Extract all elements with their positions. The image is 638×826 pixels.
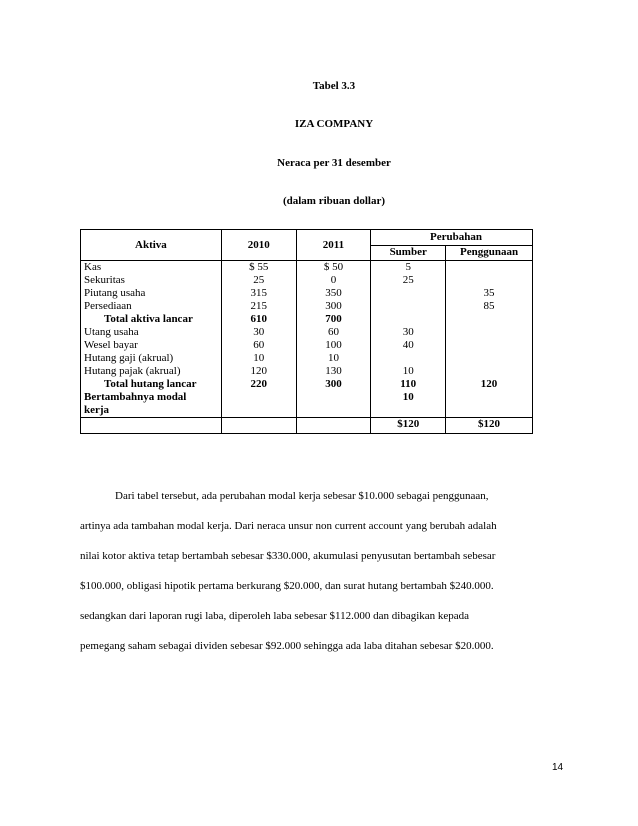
paragraph-line: sedangkan dari laporan rugi laba, diperoleh laba sebesar $112.000 dan dibagikan kepada xyxy=(80,610,470,622)
value-sumber: 10 xyxy=(402,365,414,377)
row-label-total: Bertambahnya modal xyxy=(84,391,187,403)
value-2010: $ 55 xyxy=(249,261,269,273)
value-penggunaan xyxy=(449,352,529,365)
value-penggunaan xyxy=(449,274,529,287)
header-2011: 2011 xyxy=(296,230,371,261)
row-label: Kas xyxy=(84,261,102,273)
row-label: Hutang gaji (akrual) xyxy=(84,352,174,364)
value-2010 xyxy=(225,391,293,404)
value-sumber: 10 xyxy=(402,391,414,403)
row-label: Wesel bayar xyxy=(84,339,138,351)
value-2010 xyxy=(225,404,293,417)
value-2010: 120 xyxy=(250,365,267,377)
header-aktiva: Aktiva xyxy=(81,230,222,261)
value-sumber: 30 xyxy=(402,326,414,338)
column-penggunaan xyxy=(446,261,533,418)
row-label-total: Total aktiva lancar xyxy=(104,313,193,325)
value-sumber: 25 xyxy=(402,274,414,286)
value-penggunaan xyxy=(449,326,529,339)
paragraph-line: nilai kotor aktiva tetap bertambah sebesar $330.000, akumulasi penyusutan bertambah sebesar xyxy=(80,550,496,562)
page-number: 14 xyxy=(552,762,564,773)
totals-empty xyxy=(221,418,296,434)
totals-row xyxy=(81,418,533,434)
value-penggunaan: 35 xyxy=(483,287,495,299)
header-penggunaan: Penggunaan xyxy=(446,245,533,261)
value-2011: 350 xyxy=(325,287,342,299)
value-penggunaan xyxy=(449,313,529,326)
statement-title: Neraca per 31 desember xyxy=(277,157,391,169)
value-sumber xyxy=(374,313,442,326)
value-penggunaan xyxy=(449,391,529,404)
value-sumber: 5 xyxy=(405,261,411,273)
company-name: IZA COMPANY xyxy=(294,118,374,130)
value-2010: 30 xyxy=(253,326,265,338)
value-sumber: 40 xyxy=(402,339,414,351)
value-2010: 10 xyxy=(253,352,265,364)
value-sumber xyxy=(374,300,442,313)
paragraph-line: Dari tabel tersebut, ada perubahan modal kerja sebesar $10.000 sebagai penggunaan, xyxy=(115,490,489,502)
header-2010: 2010 xyxy=(221,230,296,261)
value-penggunaan: 120 xyxy=(480,378,498,390)
value-2011: 0 xyxy=(330,274,337,286)
value-2010: 215 xyxy=(250,300,267,312)
value-sumber xyxy=(374,287,442,300)
value-2011: 10 xyxy=(327,352,339,364)
value-2010: 610 xyxy=(250,313,267,325)
total-sumber: $120 xyxy=(371,418,446,434)
value-penggunaan xyxy=(449,404,529,417)
row-label-total: Total hutang lancar xyxy=(104,378,197,390)
row-label: Piutang usaha xyxy=(84,287,146,299)
table-number: Tabel 3.3 xyxy=(312,80,356,92)
value-sumber xyxy=(374,352,442,365)
totals-empty xyxy=(296,418,371,434)
value-2011: 100 xyxy=(325,339,342,351)
total-penggunaan: $120 xyxy=(446,418,533,434)
totals-empty xyxy=(81,418,222,434)
value-2010: 220 xyxy=(250,378,267,390)
header-perubahan: Perubahan xyxy=(371,230,533,246)
column-sumber xyxy=(371,261,446,418)
paragraph-line: pemegang saham sebagai dividen sebesar $92.000 sehingga ada laba ditahan sebesar $20.000. xyxy=(80,640,494,652)
value-2011: 130 xyxy=(325,365,342,377)
row-label: Sekuritas xyxy=(84,274,125,286)
row-label: Hutang pajak (akrual) xyxy=(84,365,181,377)
value-2011 xyxy=(300,404,368,417)
value-penggunaan: 85 xyxy=(483,300,495,312)
value-2010: 25 xyxy=(253,274,265,286)
value-sumber: 110 xyxy=(400,378,417,390)
value-2011 xyxy=(300,391,368,404)
header-sumber: Sumber xyxy=(371,245,446,261)
value-sumber xyxy=(374,404,442,417)
paragraph-line: $100.000, obligasi hipotik pertama berkurang $20.000, dan surat hutang bertambah $240.000. xyxy=(80,580,494,592)
value-penggunaan xyxy=(449,339,529,352)
label-column xyxy=(81,261,222,418)
row-label: Persediaan xyxy=(84,300,132,312)
row-label-total: kerja xyxy=(84,404,110,416)
value-2011: $ 50 xyxy=(323,261,344,273)
value-2011: 300 xyxy=(325,378,342,390)
value-2011: 700 xyxy=(325,313,342,325)
value-2011: 60 xyxy=(327,326,339,338)
balance-sheet-table xyxy=(80,229,533,434)
row-label: Utang usaha xyxy=(84,326,139,338)
column-2011 xyxy=(296,261,371,418)
paragraph-line: artinya ada tambahan modal kerja. Dari neraca unsur non current account yang berubah adalah xyxy=(80,520,497,532)
value-penggunaan xyxy=(449,365,529,378)
value-2011: 300 xyxy=(325,300,342,312)
column-2010 xyxy=(221,261,296,418)
value-2010: 60 xyxy=(253,339,265,351)
value-2010: 315 xyxy=(250,287,267,299)
unit-note: (dalam ribuan dollar) xyxy=(282,195,386,207)
value-penggunaan xyxy=(449,261,529,274)
